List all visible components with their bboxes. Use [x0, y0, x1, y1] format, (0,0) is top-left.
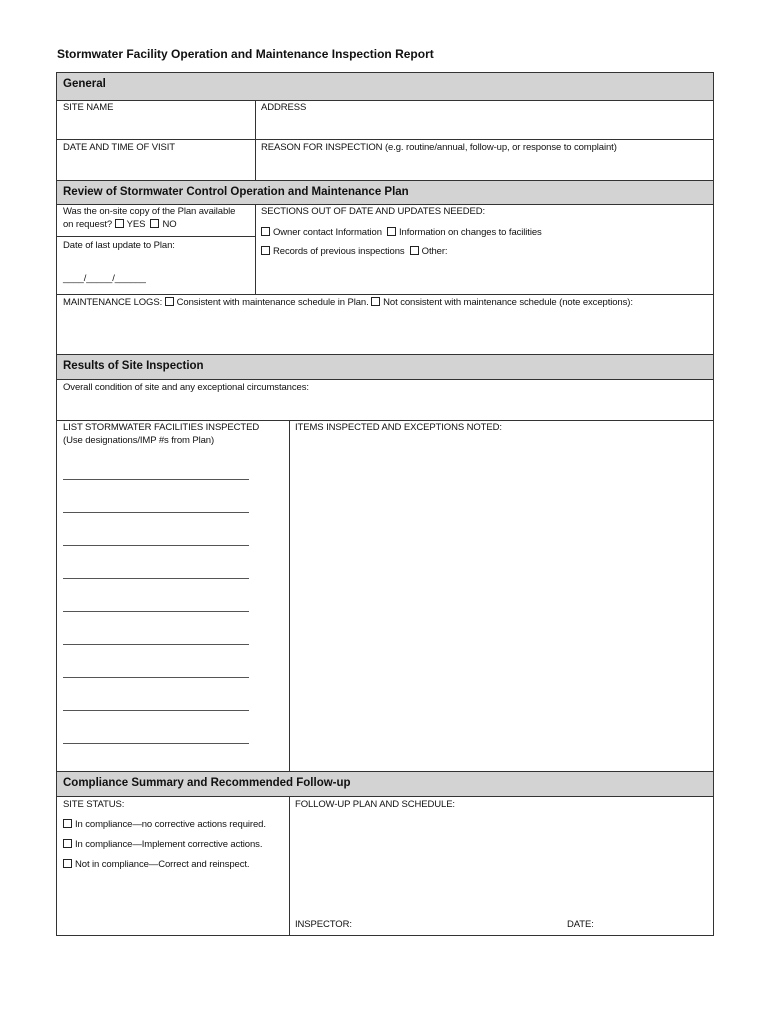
divider	[289, 420, 290, 771]
inspector-label: INSPECTOR:	[295, 919, 352, 930]
list-facilities-label: LIST STORMWATER FACILITIES INSPECTED	[63, 422, 260, 433]
facility-blank-line[interactable]	[63, 677, 249, 678]
records-checkbox[interactable]	[261, 246, 270, 255]
not-consistent-label: Not consistent with maintenance schedule (note exceptions):	[383, 297, 633, 308]
owner-contact-label: Owner contact Information	[273, 227, 382, 238]
not-consistent-checkbox[interactable]	[371, 297, 380, 306]
corrective-checkbox[interactable]	[63, 839, 72, 848]
owner-contact-checkbox[interactable]	[261, 227, 270, 236]
divider	[289, 797, 290, 935]
compliance-header: Compliance Summary and Recommended Follow-up	[57, 771, 713, 797]
consistent-label: Consistent with maintenance schedule in Plan.	[176, 297, 369, 308]
facility-blank-line[interactable]	[63, 743, 249, 744]
inspection-form	[56, 72, 714, 936]
list-facilities-hint: (Use designations/IMP #s from Plan)	[63, 435, 215, 446]
status-option-1	[63, 818, 266, 831]
consistent-checkbox[interactable]	[165, 297, 174, 306]
date-blank[interactable]: ____/_____/______	[63, 273, 146, 284]
divider	[57, 294, 713, 295]
in-compliance-label: In compliance—no corrective actions required.	[75, 819, 266, 830]
plan-available-label: Was the on-site copy of the Plan available	[63, 206, 236, 217]
status-option-3	[63, 858, 249, 871]
reason-label: REASON FOR INSPECTION (e.g. routine/annual, follow-up, or response to complaint)	[261, 142, 617, 153]
sections-out-label: SECTIONS OUT OF DATE AND UPDATES NEEDED:	[261, 206, 486, 217]
overall-label: Overall condition of site and any exceptional circumstances:	[63, 382, 309, 393]
yes-checkbox[interactable]	[115, 219, 124, 228]
info-changes-label: Information on changes to facilities	[399, 227, 542, 238]
date-label: DATE:	[567, 919, 594, 930]
site-name-label: SITE NAME	[63, 102, 114, 113]
in-compliance-checkbox[interactable]	[63, 819, 72, 828]
not-compliance-checkbox[interactable]	[63, 859, 72, 868]
records-label: Records of previous inspections	[273, 246, 405, 257]
other-checkbox[interactable]	[410, 246, 419, 255]
page-title: Stormwater Facility Operation and Maintenance Inspection Report	[57, 47, 434, 61]
plan-available-question: on request?	[63, 219, 113, 230]
corrective-label: In compliance—Implement corrective actions.	[75, 839, 263, 850]
maint-logs-label: MAINTENANCE LOGS:	[63, 297, 163, 308]
divider	[57, 236, 255, 237]
other-label: Other:	[421, 246, 448, 257]
plan-available-row	[63, 218, 177, 231]
divider	[255, 205, 256, 294]
divider	[255, 101, 256, 180]
date-time-label: DATE AND TIME OF VISIT	[63, 142, 175, 153]
address-label: ADDRESS	[261, 102, 307, 113]
general-header: General	[57, 73, 713, 101]
items-inspected-label: ITEMS INSPECTED AND EXCEPTIONS NOTED:	[295, 422, 502, 433]
followup-label: FOLLOW-UP PLAN AND SCHEDULE:	[295, 799, 455, 810]
sections-row-1	[261, 226, 542, 239]
info-changes-checkbox[interactable]	[387, 227, 396, 236]
divider	[57, 139, 713, 140]
site-status-label: SITE STATUS:	[63, 799, 125, 810]
facility-blank-line[interactable]	[63, 545, 249, 546]
status-option-2	[63, 838, 262, 851]
review-header: Review of Stormwater Control Operation and Maintenance Plan	[57, 180, 713, 205]
no-checkbox[interactable]	[150, 219, 159, 228]
facility-blank-line[interactable]	[63, 479, 249, 480]
facility-blank-line[interactable]	[63, 611, 249, 612]
facility-blank-line[interactable]	[63, 644, 249, 645]
facility-blank-line[interactable]	[63, 578, 249, 579]
not-compliance-label: Not in compliance—Correct and reinspect.	[75, 859, 250, 870]
last-update-label: Date of last update to Plan:	[63, 240, 175, 251]
no-label: NO	[162, 219, 177, 230]
sections-row-2	[261, 245, 447, 258]
yes-label: YES	[126, 219, 146, 230]
results-header: Results of Site Inspection	[57, 354, 713, 380]
facility-blank-line[interactable]	[63, 710, 249, 711]
facility-blank-line[interactable]	[63, 512, 249, 513]
maint-logs-row	[63, 296, 633, 309]
